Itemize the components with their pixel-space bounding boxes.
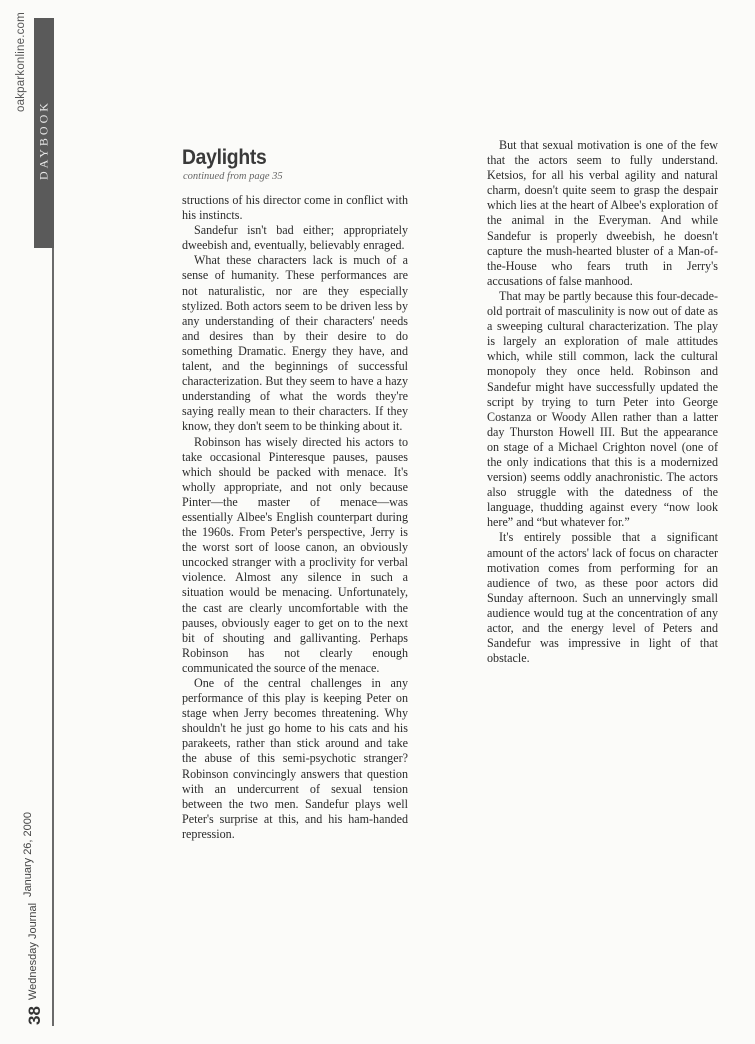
paragraph: Robinson has wisely directed his actors to take occasional Pinteresque pauses, pauses which should be packed with menace. It's wholly appropriate, and not only because Pinter—the master of menace—was essentially Albee's English counterpart during the 1960s. From Peter's perspective, Jerry is the worst sort of loose canon, an obviously uncocked stranger with a proclivity for verbal violence. Almost any silence in such a situation would be menacing. Unfortunately, the cast are clearly uncomfortable with the pauses, obviously eager to get on to the next bit of shouting and gallivanting. Perhaps Robinson has not clearly enough communicated the source of the menace. (182, 434, 408, 675)
right-column (487, 138, 718, 666)
paragraph: Sandefur isn't bad either; appropriately dweebish and, eventually, believably enraged. (182, 223, 408, 253)
page-number: 38 (25, 1006, 44, 1025)
left-column (182, 193, 408, 842)
paragraph: That may be partly because this four-decade-old portrait of masculinity is now out of date as a sweeping cultural characterization. The play is largely an exploration of male attitudes which, while still common, lack the cultural monopoly they once held. Robinson and Sandefur might have successfully updated the script by trying to turn Peter into George Costanza or Woody Allen rather than a latter day Thurston Howell III. But the appearance on stage of a Michael Crighton novel (one of the only indications that this is a modernized version) seems oddly anachronistic. The actors also struggle with the datedness of the language, thudding against every “now look here” and “but whatever for.” (487, 288, 718, 530)
paragraph: It's entirely possible that a significant amount of the actors' lack of focus on character motivation comes from performing for an audience of two, as these poor actors did Sunday afternoon. Such an unnervingly small audience would tug at the concentration of any actor, and the energy level of Peters and Sandefur was impressive in light of that obstacle. (487, 530, 718, 666)
site-url: oakparkonline.com (15, 12, 27, 113)
vertical-rule (52, 248, 54, 1026)
paragraph: structions of his director come in conflict with his instincts. (182, 193, 408, 223)
publication-date: January 26, 2000 (22, 812, 34, 898)
article-headline: Daylights (182, 146, 267, 169)
paragraph: What these characters lack is much of a sense of humanity. These performances are not naturalistic, nor are they especially stylized. Both actors seem to be driven less by any understanding of their characters' needs and desires than by their desire to do something Dramatic. Energy they have, and talent, and the beginnings of successful characterization. But they seem to have a hazy understanding of what the words they're saying really mean to their characters. If they know, they don't seem to be thinking about it. (182, 253, 408, 434)
section-label: DAYBOOK (36, 100, 51, 180)
paragraph: But that sexual motivation is one of the few that the actors seem to fully understand. Ketsios, for all his verbal agility and natural charm, doesn't quite seem to grasp the despair which lies at the heart of Albee's exploration of the animal in the Everyman. And while Sandefur is properly dweebish, he doesn't capture the mush-hearted bluster of a Man-of-the-House who fears truth in Jerry's accusations of false manhood. (487, 138, 718, 288)
folio (22, 770, 48, 1025)
jump-line: continued from page 35 (183, 171, 283, 182)
paragraph: One of the central challenges in any performance of this play is keeping Peter on stage when Jerry becomes threatening. Why shouldn't he just go home to his cats and his parakeets, rather than stick around and take the abuse of this semi-psychotic stranger? Robinson convincingly answers that question with an undercurrent of sexual tension between the two men. Sandefur plays well Peter's surprise at this, and his ham-handed repression. (182, 676, 408, 841)
publication-name: Wednesday Journal (27, 903, 39, 1001)
